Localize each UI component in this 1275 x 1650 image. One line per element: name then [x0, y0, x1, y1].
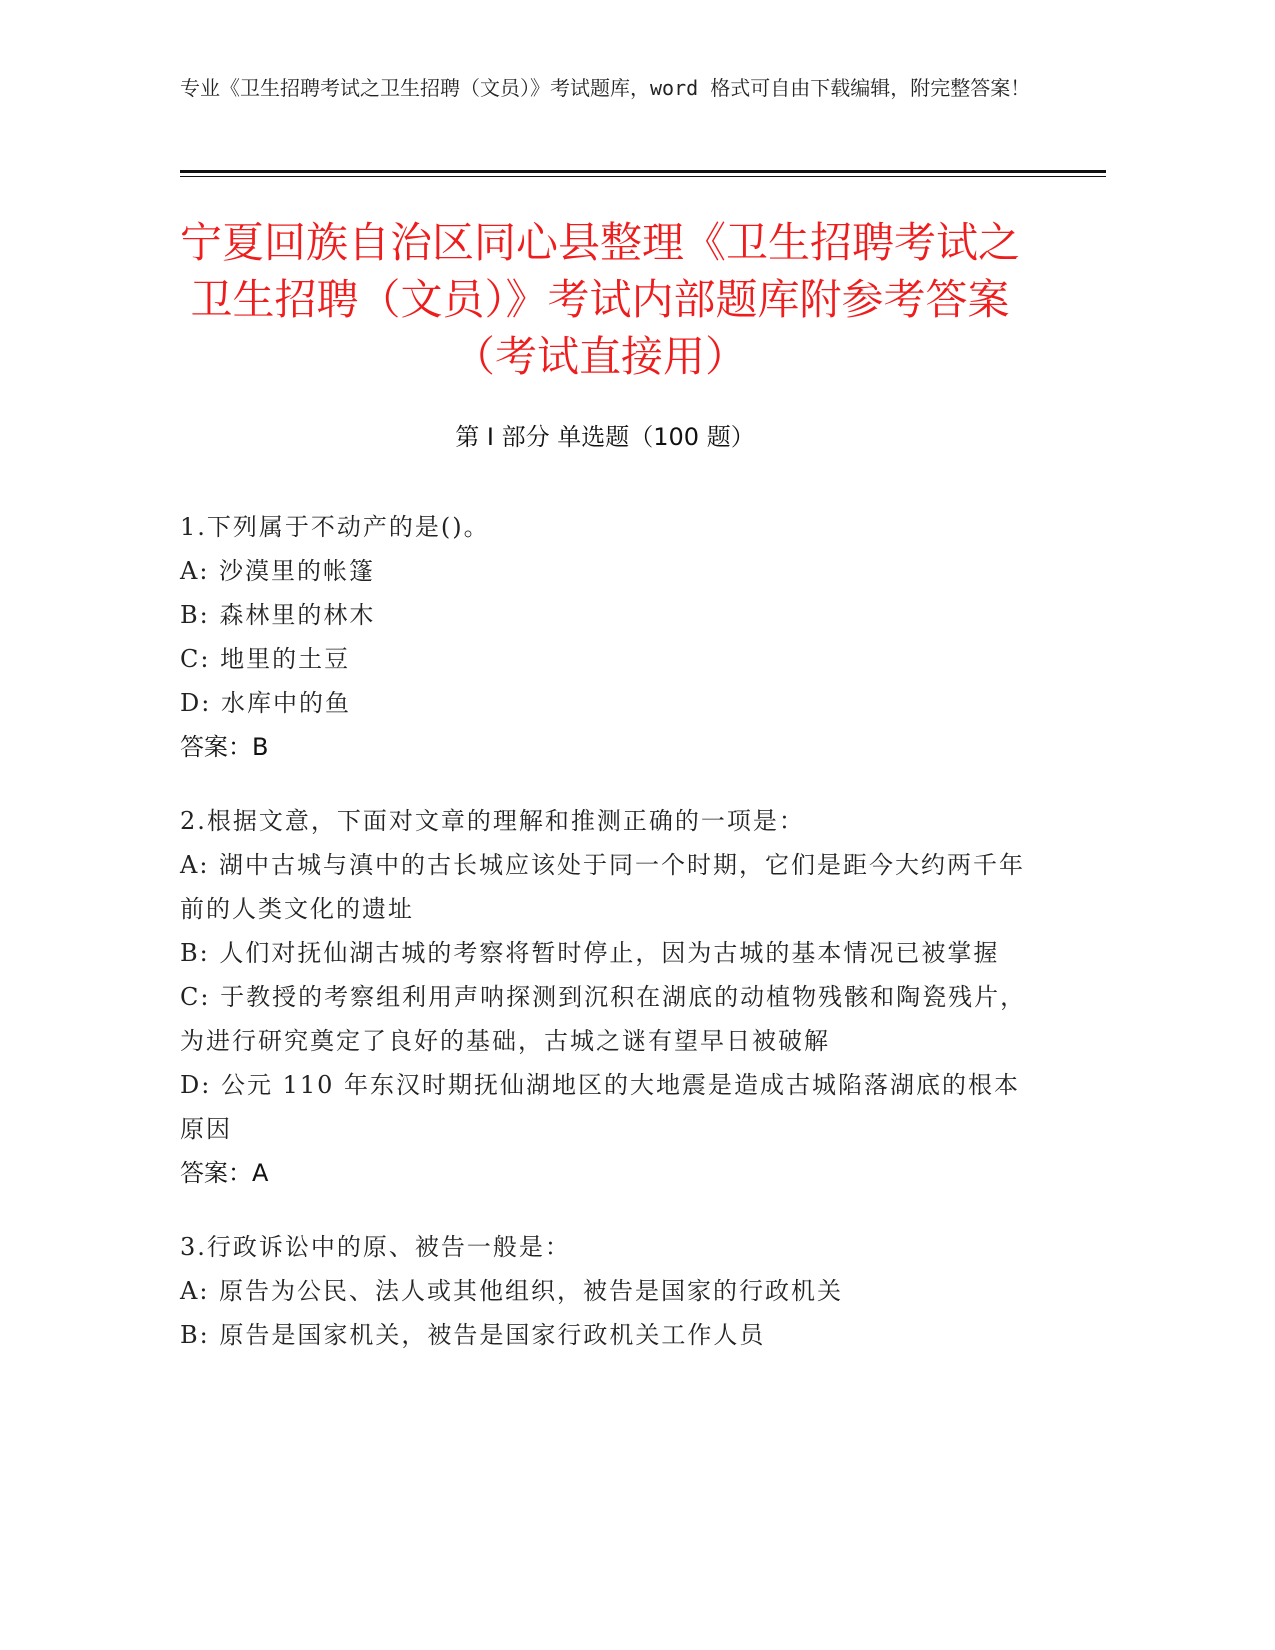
option-b: B: 人们对抚仙湖古城的考察将暂时停止，因为古城的基本情况已被掌握 — [180, 939, 1000, 967]
option-c: C: 地里的土豆 — [180, 645, 351, 673]
question-stem: 3.行政诉讼中的原、被告一般是： — [180, 1233, 571, 1261]
document-title: 宁夏回族自治区同心县整理《卫生招聘考试之卫生招聘（文员）》考试内部题库附参考答案（考试直接用） — [179, 218, 1020, 381]
section-heading: 第 I 部分 单选题（100 题） — [455, 423, 755, 451]
question-1 — [180, 505, 1030, 769]
header-rule-thin — [180, 176, 1106, 177]
question-list — [180, 505, 1030, 1387]
answer-line: 答案：A — [180, 1159, 269, 1187]
option-d: D: 公元 110 年东汉时期抚仙湖地区的大地震是造成古城陷落湖底的根本原因 — [180, 1071, 1021, 1143]
option-b: B: 原告是国家机关，被告是国家行政机关工作人员 — [180, 1321, 766, 1349]
option-a: A: 原告为公民、法人或其他组织，被告是国家的行政机关 — [180, 1277, 844, 1305]
header-note: 专业《卫生招聘考试之卫生招聘（文员）》考试题库，word 格式可自由下载编辑，附完整答案！ — [180, 76, 1031, 100]
question-stem: 1.下列属于不动产的是()。 — [180, 513, 490, 541]
option-a: A: 湖中古城与滇中的古长城应该处于同一个时期，它们是距今大约两千年前的人类文化的遗址 — [180, 851, 1026, 923]
question-stem: 2.根据文意，下面对文章的理解和推测正确的一项是： — [180, 807, 805, 835]
question-3 — [180, 1225, 1030, 1357]
option-b: B: 森林里的林木 — [180, 601, 376, 629]
option-d: D: 水库中的鱼 — [180, 689, 351, 717]
answer-line: 答案：B — [180, 733, 269, 761]
question-2 — [180, 799, 1030, 1195]
header-rule-thick — [180, 170, 1106, 173]
option-c: C: 于教授的考察组利用声呐探测到沉积在湖底的动植物残骸和陶瓷残片，为进行研究奠定了良好的基础，古城之谜有望早日被破解 — [180, 983, 1027, 1055]
option-a: A: 沙漠里的帐篷 — [180, 557, 376, 585]
